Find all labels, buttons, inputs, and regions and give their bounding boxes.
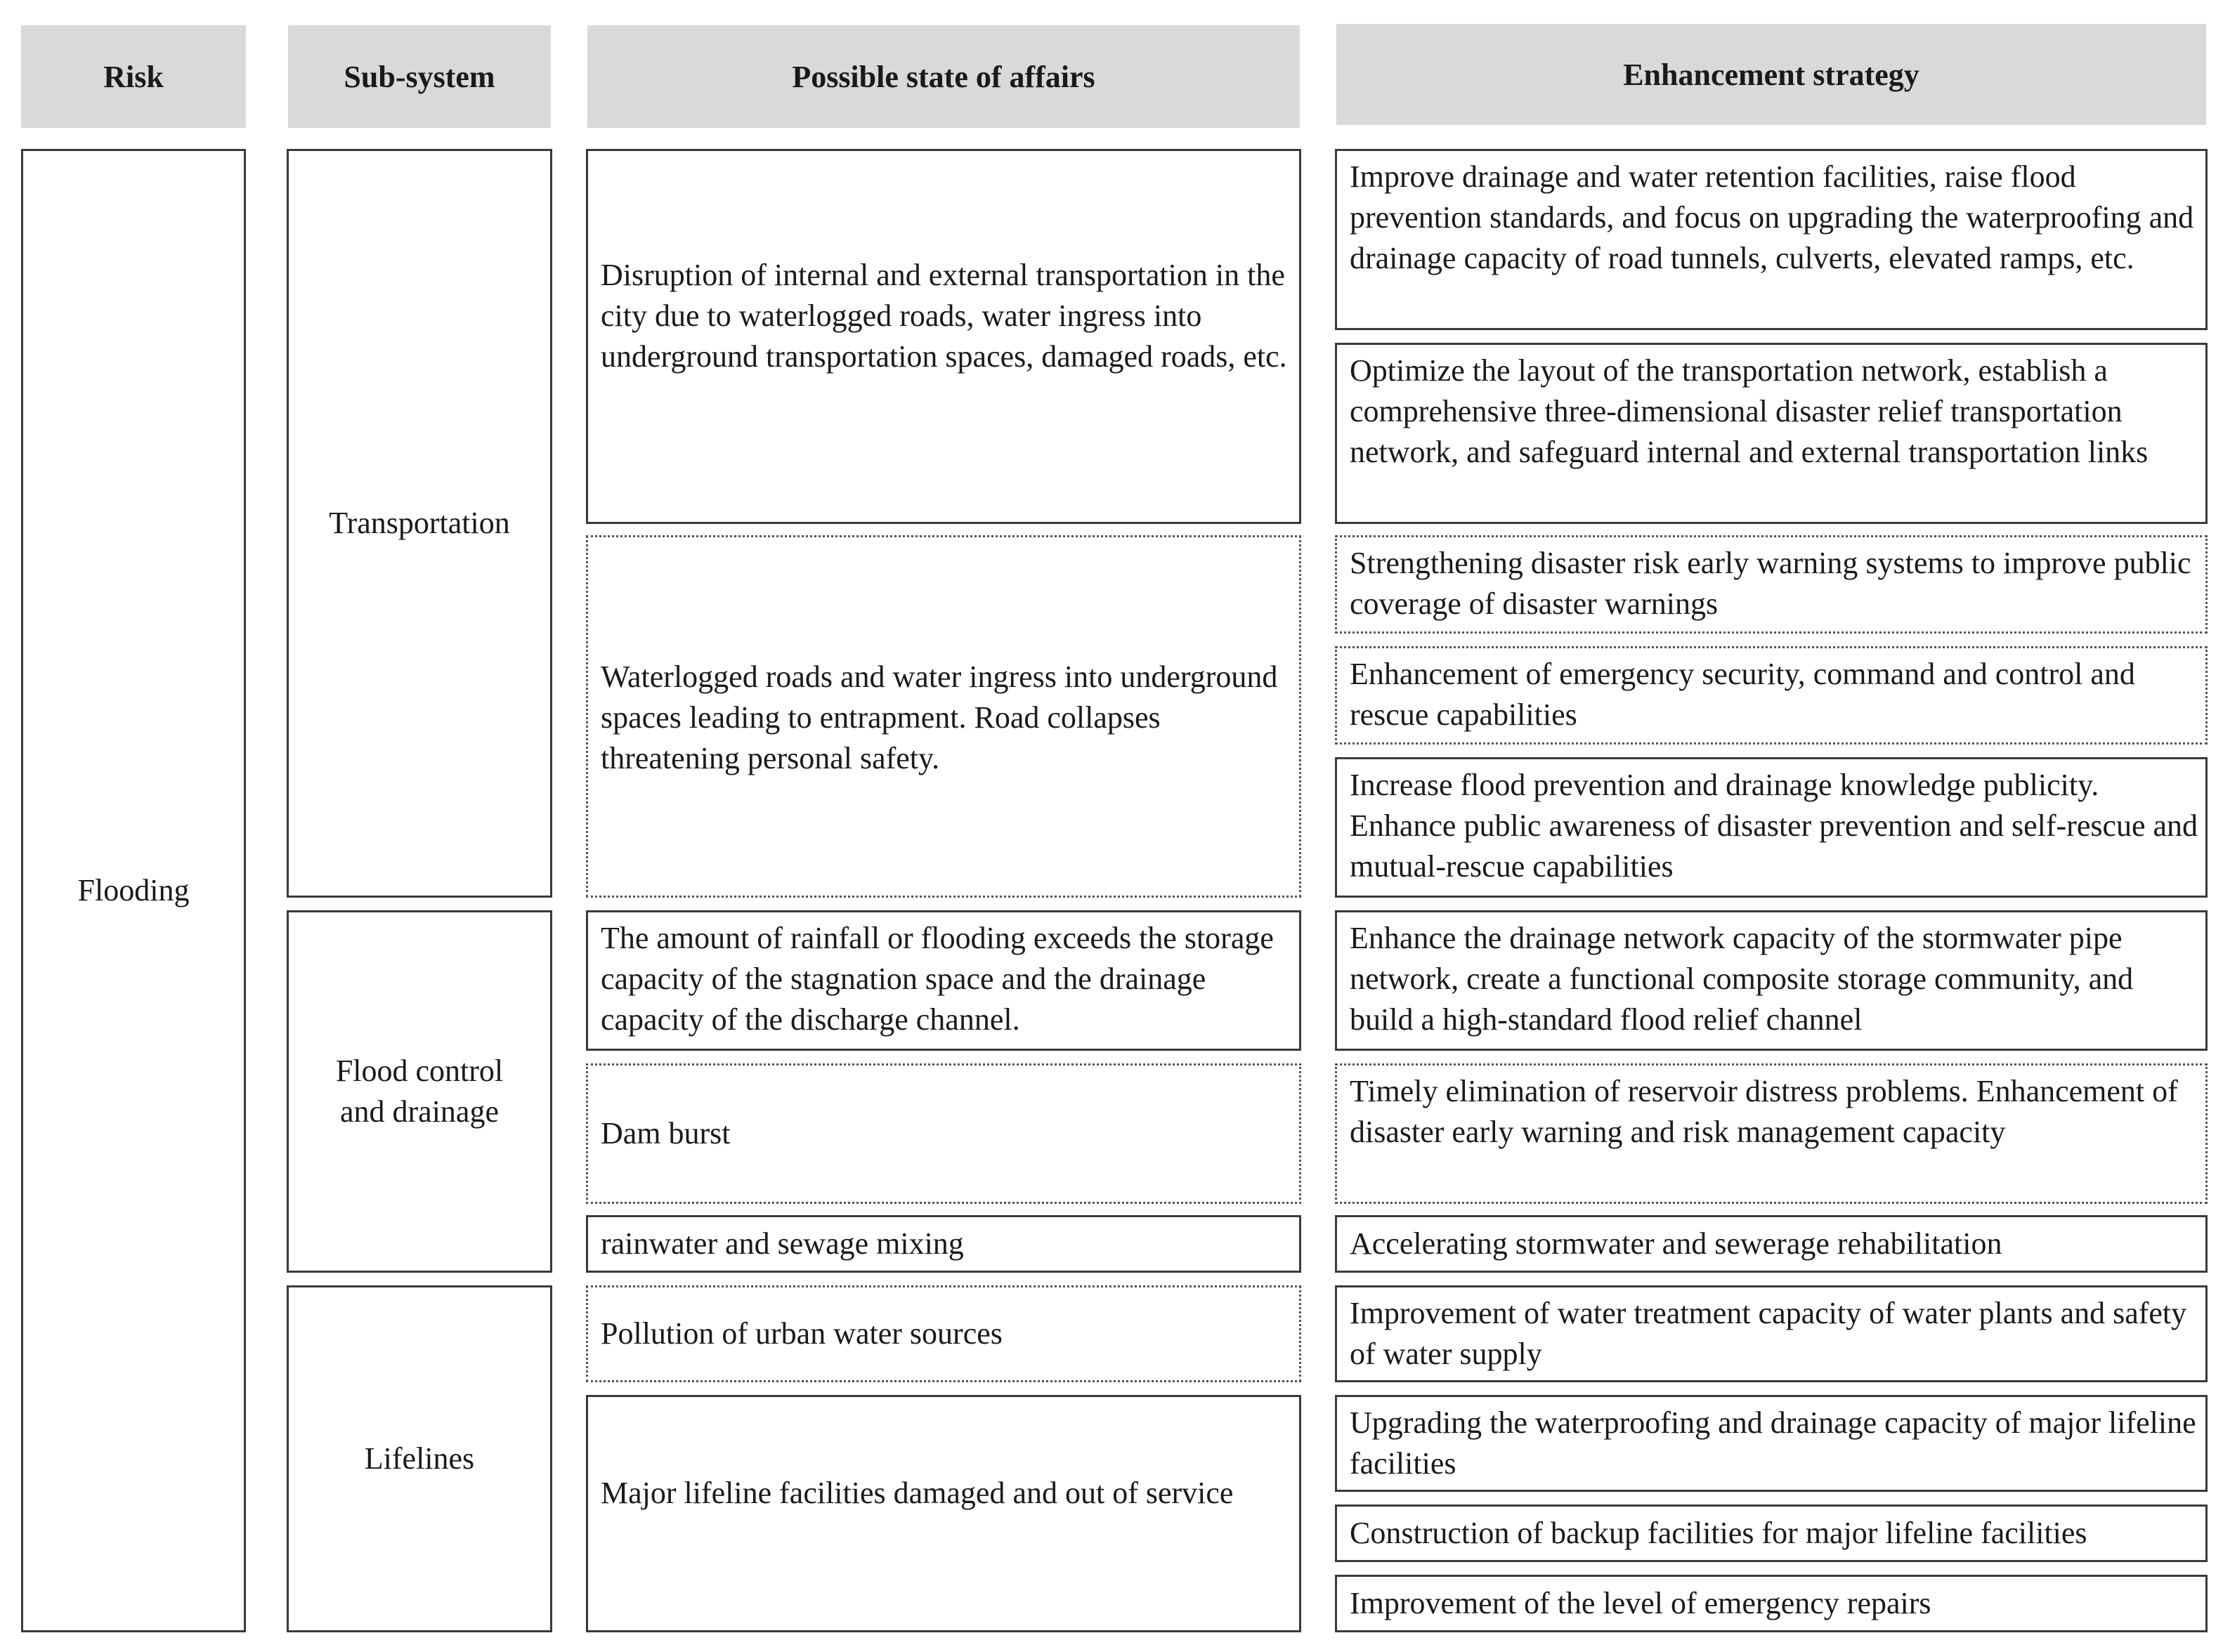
strategy-text-9: Improvement of water treatment capacity of water plants and safety of water supply — [1350, 1296, 2187, 1371]
strategy-cell-1 — [1335, 149, 2208, 330]
state-cell-2 — [586, 535, 1301, 898]
state-text-5: rainwater and sewage mixing — [601, 1226, 964, 1261]
state-cell-7 — [586, 1395, 1301, 1632]
state-cell-6 — [586, 1285, 1301, 1382]
strategy-cell-4 — [1335, 646, 2208, 745]
header-strategy: Enhancement strategy — [1336, 24, 2206, 125]
strategy-cell-11 — [1335, 1504, 2208, 1562]
state-text-6: Pollution of urban water sources — [601, 1316, 1003, 1351]
strategy-cell-8 — [1335, 1215, 2208, 1273]
strategy-text-12: Improvement of the level of emergency repairs — [1350, 1586, 1931, 1620]
header-subsystem: Sub-system — [288, 25, 551, 128]
state-cell-4 — [586, 1063, 1301, 1204]
state-text-1: Disruption of internal and external transportation in the city due to waterlogged roads, water ingress into underground transportation spaces, damaged roads, etc. — [601, 258, 1287, 374]
strategy-cell-2 — [1335, 343, 2208, 524]
state-text-2: Waterlogged roads and water ingress into underground spaces leading to entrapment. Road collapses threatening personal safety. — [601, 660, 1278, 775]
risk-cell-flooding — [21, 149, 246, 1632]
subsystem-transportation — [287, 149, 552, 898]
strategy-cell-3 — [1335, 535, 2208, 634]
strategy-cell-5 — [1335, 757, 2208, 898]
subsystem-flood-control — [287, 910, 552, 1273]
strategy-text-7: Timely elimination of reservoir distress problems. Enhancement of disaster early warning and risk management capacity — [1350, 1074, 2178, 1149]
header-risk: Risk — [21, 25, 246, 128]
state-cell-3 — [586, 910, 1301, 1051]
strategy-text-6: Enhance the drainage network capacity of the stormwater pipe network, create a functional composite storage community, and build a high-standard flood relief channel — [1350, 921, 2134, 1037]
strategy-text-8: Accelerating stormwater and sewerage rehabilitation — [1350, 1226, 2002, 1261]
strategy-cell-7 — [1335, 1063, 2208, 1204]
risk-label: Flooding — [77, 873, 190, 907]
strategy-text-5: Increase flood prevention and drainage knowledge publicity. Enhance public awareness of disaster prevention and self-rescue and mutual-rescue capabilities — [1350, 768, 2198, 884]
subsystem-label-lifelines: Lifelines — [364, 1441, 475, 1476]
subsystem-label-flood-control: Flood control and drainage — [335, 1054, 504, 1129]
strategy-text-11: Construction of backup facilities for major lifeline facilities — [1350, 1516, 2087, 1550]
state-text-3: The amount of rainfall or flooding exceeds the storage capacity of the stagnation space and the drainage capacity of the discharge channel. — [601, 921, 1274, 1037]
strategy-text-3: Strengthening disaster risk early warning systems to improve public coverage of disaster warnings — [1350, 546, 2191, 621]
subsystem-label-transportation: Transportation — [329, 506, 510, 540]
state-cell-1 — [586, 149, 1301, 524]
strategy-text-1: Improve drainage and water retention facilities, raise flood prevention standards, and focus on upgrading the waterproofing and drainage capacity of road tunnels, culverts, elevated ramps, etc. — [1350, 159, 2194, 275]
subsystem-lifelines — [287, 1285, 552, 1632]
strategy-text-2: Optimize the layout of the transportation network, establish a comprehensive three-dimensional disaster relief transportation network, and safeguard internal and external transportation links — [1350, 353, 2149, 469]
strategy-text-4: Enhancement of emergency security, command and control and rescue capabilities — [1350, 657, 2135, 732]
strategy-cell-9 — [1335, 1285, 2208, 1382]
state-text-4: Dam burst — [601, 1116, 731, 1150]
header-state: Possible state of affairs — [587, 25, 1300, 128]
strategy-cell-10 — [1335, 1395, 2208, 1492]
strategy-cell-6 — [1335, 910, 2208, 1051]
state-cell-5 — [586, 1215, 1301, 1273]
strategy-text-10: Upgrading the waterproofing and drainage capacity of major lifeline facilities — [1350, 1405, 2196, 1481]
strategy-cell-12 — [1335, 1575, 2208, 1632]
state-text-7: Major lifeline facilities damaged and out of service — [601, 1476, 1234, 1510]
